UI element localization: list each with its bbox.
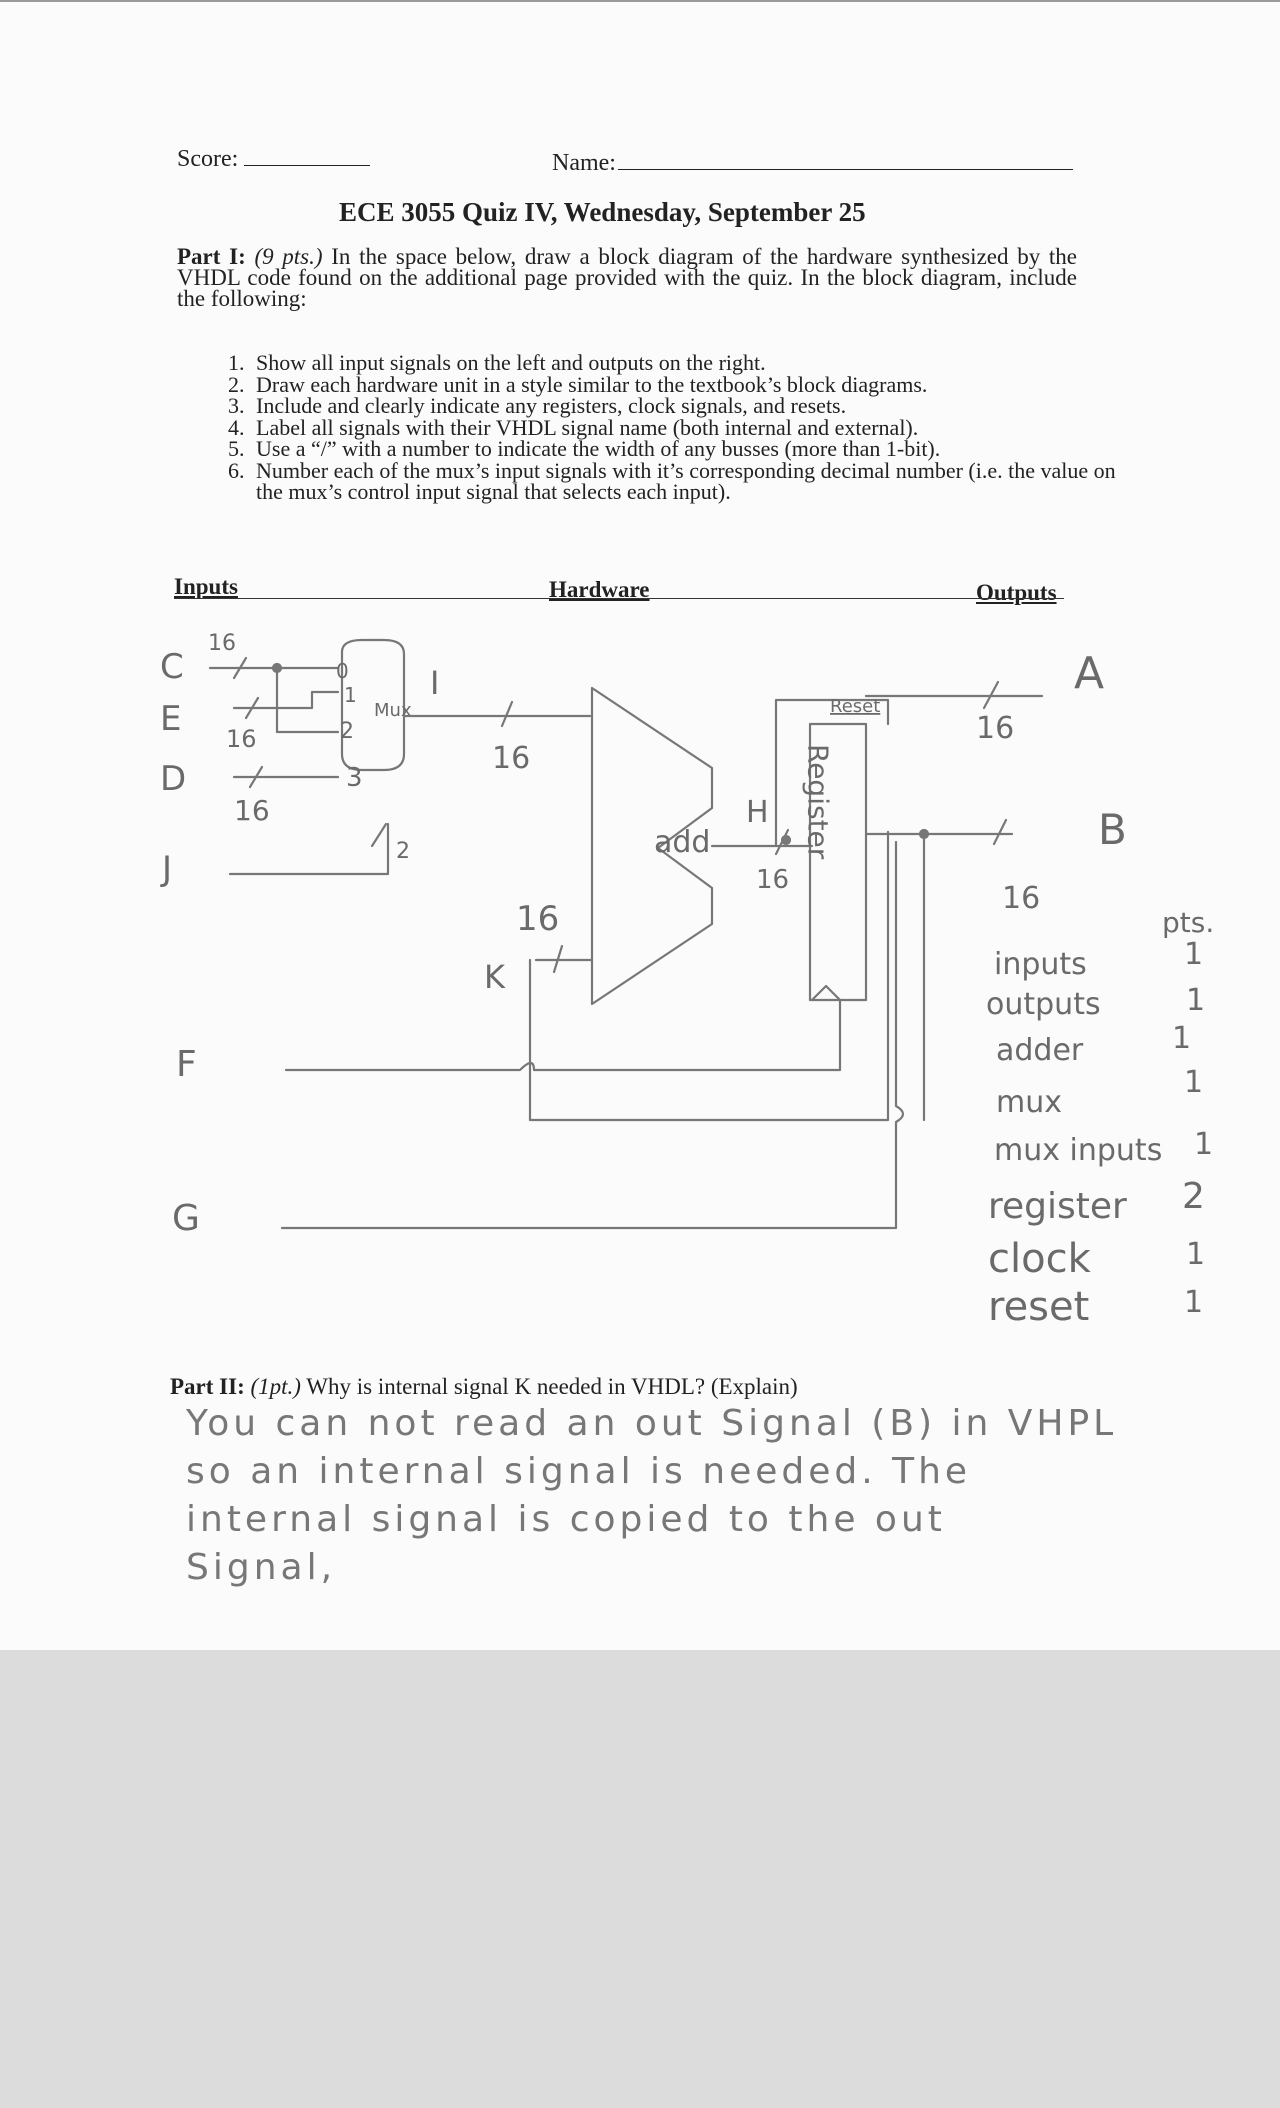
outputs-header: Outputs xyxy=(976,580,1057,605)
output-label-a: A xyxy=(1074,648,1105,699)
instruction-item: 5. Use a “/” with a number to indicate the width of any busses (more than 1-bit). xyxy=(250,438,1130,460)
part1-text: In the space below, draw a block diagram of the hardware synthesized by the VHDL code found on the additional page provided with the quiz. In the block diagram, include the following: xyxy=(177,244,1077,311)
part2-question: Why is internal signal K needed in VHDL? (Explain) xyxy=(306,1374,798,1399)
bus-width-a: 16 xyxy=(976,711,1015,746)
input-label-g: G xyxy=(172,1198,200,1239)
clock-triangle xyxy=(812,986,840,1000)
instruction-item: 4. Label all signals with their VHDL signal name (both internal and external). xyxy=(250,417,1130,439)
quiz-title: ECE 3055 Quiz IV, Wednesday, September 25 xyxy=(339,197,866,227)
grading-item-pts: 1 xyxy=(1184,1285,1204,1320)
answer-line: so an internal signal is needed. The xyxy=(186,1451,972,1492)
mux-input-3: 3 xyxy=(346,763,363,793)
wire-k-feedback xyxy=(530,832,888,1120)
bus-slash xyxy=(372,824,386,846)
wire-e xyxy=(234,692,338,708)
bus-slash xyxy=(994,820,1006,844)
mux-label: Mux xyxy=(374,700,412,721)
grading-item-label: mux inputs xyxy=(994,1133,1163,1168)
instruction-item: 2. Draw each hardware unit in a style similar to the textbook’s block diagrams. xyxy=(250,374,1130,396)
answer-line: You can not read an out Signal (B) in VHPL xyxy=(186,1403,1118,1444)
answer-line: internal signal is copied to the out xyxy=(186,1499,946,1540)
part1-points: (9 pts.) xyxy=(254,244,323,269)
bus-width-b: 16 xyxy=(1002,881,1041,916)
input-label-j: J xyxy=(162,849,173,889)
mux-input-0: 0 xyxy=(336,659,349,683)
grading-item-pts: 2 xyxy=(1182,1176,1205,1217)
part2-prompt xyxy=(170,1374,798,1400)
handwritten-answer xyxy=(186,1400,1246,1592)
junction-dot xyxy=(273,664,281,672)
input-label-f: F xyxy=(176,1044,197,1085)
input-label-c: C xyxy=(160,647,184,687)
signal-i-label: I xyxy=(430,664,440,702)
grading-header: pts. xyxy=(1162,906,1215,939)
bus-width-e: 16 xyxy=(226,725,257,753)
name-label: Name: xyxy=(552,150,616,176)
mux-input-1: 1 xyxy=(344,683,357,707)
adder-label: add xyxy=(654,825,711,860)
input-label-d: D xyxy=(160,759,187,799)
grading-item-pts: 1 xyxy=(1172,1021,1192,1056)
bus-slash xyxy=(502,702,512,726)
output-label-b: B xyxy=(1098,805,1127,854)
grading-item-label: inputs xyxy=(994,947,1087,982)
grading-item-pts: 1 xyxy=(1194,1127,1214,1162)
grading-item-pts: 1 xyxy=(1184,937,1204,972)
grading-list xyxy=(986,937,1213,1330)
bus-width-i: 16 xyxy=(492,741,531,776)
instruction-item: 6. Number each of the mux’s input signals with it’s corresponding decimal number (i.e. the value on the mux’s control input signal that selects each input). xyxy=(250,460,1130,503)
inputs-header: Inputs xyxy=(174,574,238,599)
instruction-item: 1. Show all input signals on the left and outputs on the right. xyxy=(250,352,1130,374)
part1-label: Part I: xyxy=(177,244,246,269)
grading-item-label: adder xyxy=(996,1033,1084,1068)
grading-item-pts: 1 xyxy=(1186,983,1206,1018)
grading-item-pts: 1 xyxy=(1184,1065,1204,1100)
mux-input-2: 2 xyxy=(340,719,354,744)
part2-points: (1pt.) xyxy=(250,1374,301,1399)
bus-width-h: 16 xyxy=(756,865,790,895)
signal-k-label: K xyxy=(484,958,505,996)
grading-item-label: reset xyxy=(988,1284,1090,1330)
instruction-item: 3. Include and clearly indicate any registers, clock signals, and resets. xyxy=(250,395,1130,417)
grading-item-label: clock xyxy=(988,1236,1091,1282)
wire-f-clock xyxy=(286,1000,840,1070)
grading-item-label: register xyxy=(988,1186,1127,1227)
answer-line: Signal, xyxy=(186,1547,337,1588)
hardware-header: Hardware xyxy=(549,577,650,602)
score-label: Score: xyxy=(177,146,239,172)
wire-j xyxy=(230,824,388,874)
reset-label: Reset xyxy=(830,696,881,717)
bus-width-k: 16 xyxy=(516,899,560,939)
bus-width-j: 2 xyxy=(396,839,410,864)
input-label-e: E xyxy=(160,699,182,739)
grading-item-label: outputs xyxy=(986,987,1101,1022)
register-label: Register xyxy=(801,744,835,860)
wire-c-branch xyxy=(277,668,338,732)
bus-width-c: 16 xyxy=(208,631,236,656)
part2-label: Part II: xyxy=(170,1374,245,1399)
signal-h-label: H xyxy=(746,795,769,830)
bus-width-d: 16 xyxy=(234,794,270,827)
grading-item-label: mux xyxy=(996,1085,1062,1120)
grading-item-pts: 1 xyxy=(1186,1237,1206,1272)
